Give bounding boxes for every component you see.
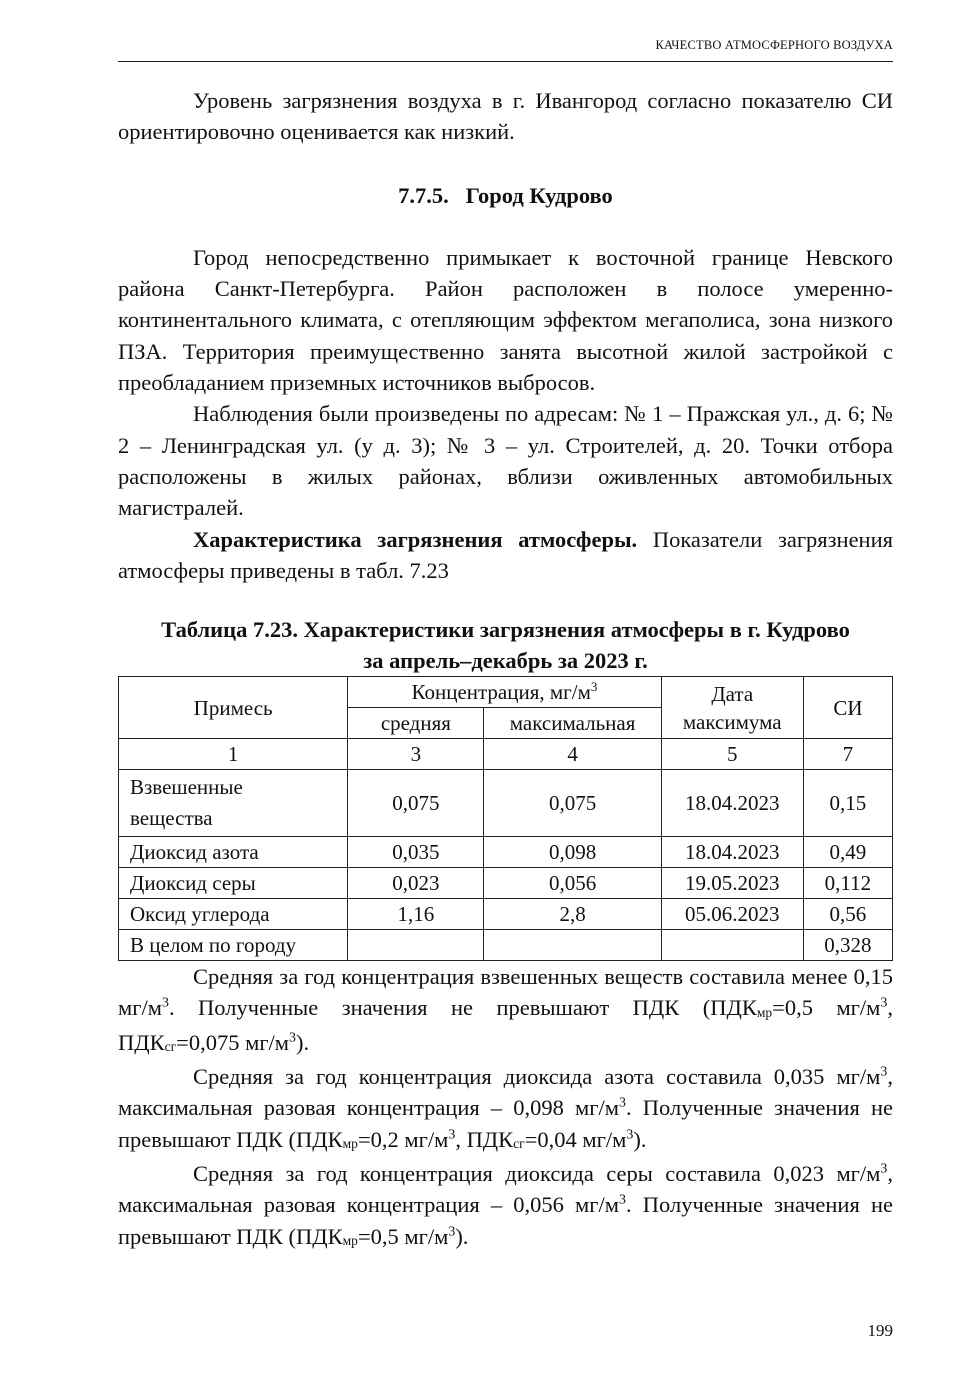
- paragraph-suspended-matter: Средняя за год концентрация взвешенных веществ составила менее 0,15 $мг/м^3$. Полученные значения не превышают ПДК ($ПДК_{мр}=0,5$ $мг/м^3$, $ПДК_{сг}=0,075$ $мг/м^3$).: [118, 964, 893, 1055]
- table-row: [119, 770, 893, 837]
- substance-name: В целом по городу: [119, 930, 348, 961]
- table-row: [119, 899, 893, 930]
- si-value: 0,328: [803, 930, 892, 961]
- substance-name: Взвешенные вещества: [119, 770, 348, 837]
- si-value: 0,15: [803, 770, 892, 837]
- column-number-row: [119, 739, 893, 770]
- pollution-table: [118, 676, 893, 961]
- date-max-value: 19.05.2023: [661, 868, 803, 899]
- header-si: СИ: [803, 677, 892, 739]
- si-value: 0,49: [803, 837, 892, 868]
- substance-name: Диоксид азота: [119, 837, 348, 868]
- max-value: [484, 930, 661, 961]
- date-max-value: 18.04.2023: [661, 770, 803, 837]
- table-row: [119, 930, 893, 961]
- table-row: [119, 868, 893, 899]
- si-value: 0,56: [803, 899, 892, 930]
- paragraph-characteristics: [118, 524, 893, 587]
- date-max-value: 05.06.2023: [661, 899, 803, 930]
- max-value: 0,098: [484, 837, 661, 868]
- header-concentration: Концентрация, $мг/м^3$: [348, 677, 661, 708]
- table-caption-line1: Таблица 7.23. Характеристики загрязнения атмосферы в г. Кудрово: [161, 617, 850, 643]
- intro-paragraph: Уровень загрязнения воздуха в г. Ивангород согласно показателю СИ ориентировочно оценивается как низкий.: [118, 88, 893, 145]
- mean-value: 1,16: [348, 899, 484, 930]
- date-max-value: 18.04.2023: [661, 837, 803, 868]
- header-date-max: Дата максимума: [661, 677, 803, 739]
- paragraph-nitrogen-dioxide: Средняя за год концентрация диоксида азота составила 0,035 $мг/м^3$, максимальная разовая концентрация – 0,098 $мг/м^3$. Полученные значения не превышают ПДК ($ПДК_{мр}=0,2$ $мг/м^3$, $ПДК_{сг}=0,04$ $мг/м^3$).: [118, 1064, 893, 1152]
- header-max: максимальная: [484, 708, 661, 739]
- section-heading: [118, 180, 893, 211]
- running-header: КАЧЕСТВО АТМОСФЕРНОГО ВОЗДУХА: [118, 38, 893, 62]
- si-value: 0,112: [803, 868, 892, 899]
- characteristics-bold-lead: Характеристика загрязнения атмосферы.: [193, 526, 638, 552]
- max-value: 0,075: [484, 770, 661, 837]
- max-value: 2,8: [484, 899, 661, 930]
- header-substance: Примесь: [119, 677, 348, 739]
- max-value: 0,056: [484, 868, 661, 899]
- section-title: Город Кудрово: [465, 182, 613, 208]
- mean-value: 0,035: [348, 837, 484, 868]
- table-caption: [118, 614, 893, 676]
- page-content: [118, 85, 893, 1255]
- column-number: 5: [661, 739, 803, 770]
- paragraph-location: Город непосредственно примыкает к восточной границе Невского района Санкт-Петербурга. Район расположен в полосе умеренно-континентального климата, с отепляющим эффектом мегаполиса, зона низкого ПЗА. Территория преимущественно занята высотной жилой застройкой с преобладанием приземных источников выбросов.: [118, 244, 893, 396]
- substance-name: Оксид углерода: [119, 899, 348, 930]
- mean-value: [348, 930, 484, 961]
- section-number: 7.7.5.: [398, 182, 449, 208]
- paragraph-observations: Наблюдения были произведены по адресам: № 1 – Пражская ул., д. 6; № 2 – Ленинградская ул. (у д. 3); № 3 – ул. Строителей, д. 20. Точки отбора расположены в жилых районах, вблизи оживленных автомобильных магистралей.: [118, 401, 893, 521]
- mean-value: 0,023: [348, 868, 484, 899]
- column-number: 1: [119, 739, 348, 770]
- paragraph-sulfur-dioxide: Средняя за год концентрация диоксида серы составила 0,023 $мг/м^3$, максимальная разовая концентрация – 0,056 $мг/м^3$. Полученные значения не превышают ПДК ($ПДК_{мр}=0,5$ $мг/м^3$).: [118, 1160, 893, 1249]
- page-number: 199: [867, 1321, 893, 1340]
- mean-value: 0,075: [348, 770, 484, 837]
- characteristics-rest: Показатели загрязнения атмосферы приведены в табл. 7.23: [118, 526, 893, 583]
- table-row: [119, 837, 893, 868]
- date-max-value: [661, 930, 803, 961]
- header-mean: средняя: [348, 708, 484, 739]
- column-number: 7: [803, 739, 892, 770]
- substance-name: Диоксид серы: [119, 868, 348, 899]
- table-caption-line2: за апрель–декабрь за 2023 г.: [363, 648, 648, 674]
- column-number: 3: [348, 739, 484, 770]
- column-number: 4: [484, 739, 661, 770]
